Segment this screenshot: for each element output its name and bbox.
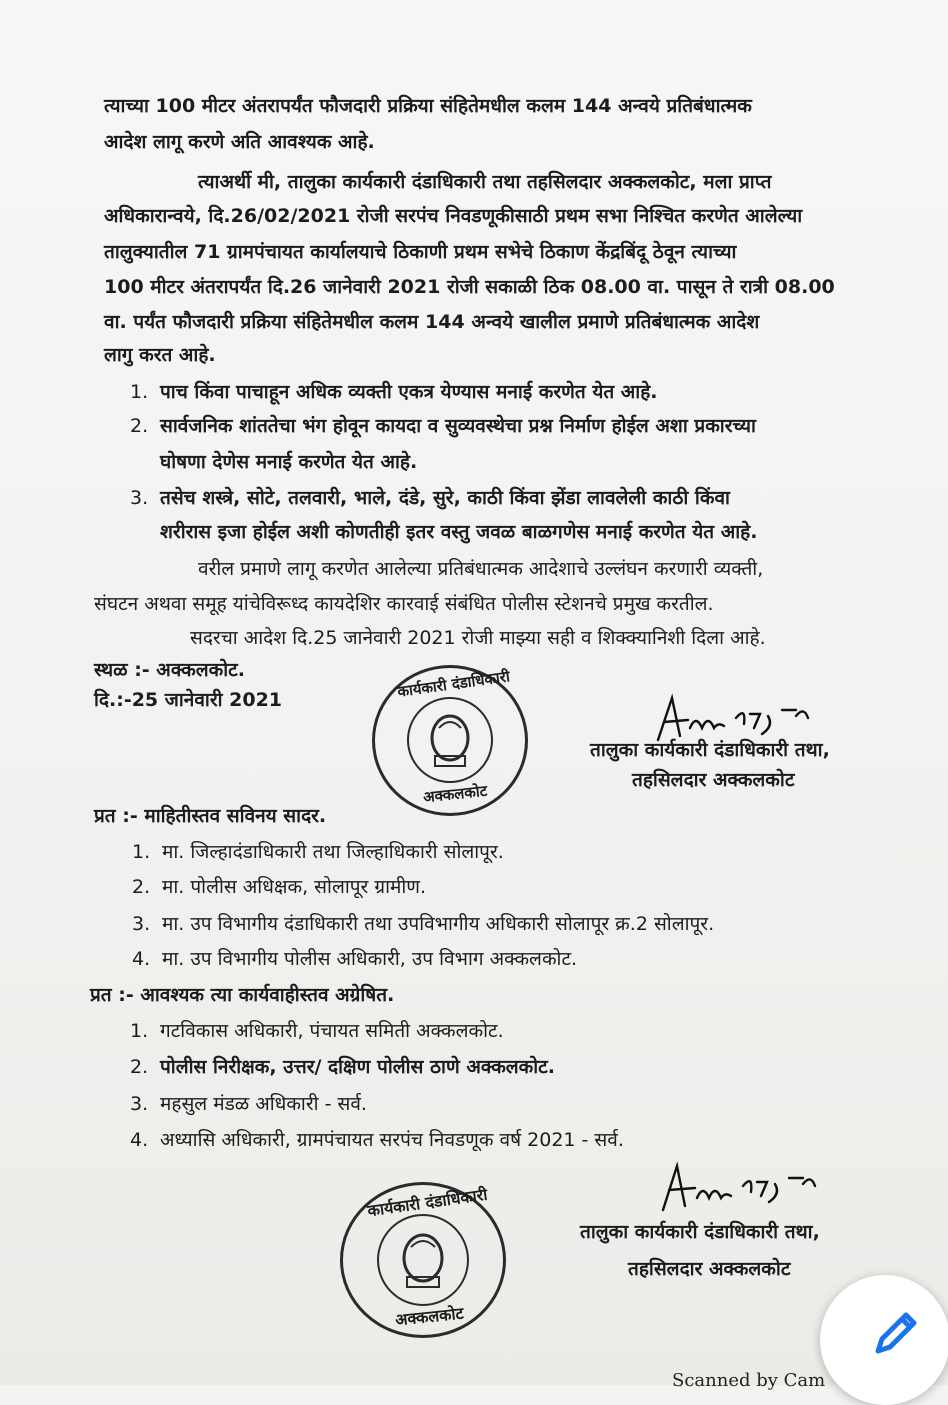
para3-line2: संघटन अथवा समूह यांचेविरूध्द कायदेशिर कारवाई संबंधित पोलीस स्टेशनचे प्रमुख करतील. bbox=[94, 593, 714, 615]
seal-1-bottom-text: अक्कलकोट bbox=[422, 781, 489, 807]
para2-line1: त्याअर्थी मी, तालुका कार्यकारी दंडाधिकारी तथा तहसिलदार अक्कलकोट, मला प्राप्त bbox=[198, 171, 772, 193]
pencil-icon bbox=[868, 1305, 924, 1361]
copy1-item-4-text: मा. उप विभागीय पोलीस अधिकारी, उप विभाग अक्कलकोट. bbox=[162, 948, 578, 970]
seal-1-top-text: कार्यकारी दंडाधिकारी bbox=[396, 667, 511, 701]
copy1-item-2-number: 2. bbox=[132, 876, 151, 898]
copy1-item-3-text: मा. उप विभागीय दंडाधिकारी तथा उपविभागीय अधिकारी सोलापूर क्र.2 सोलापूर. bbox=[162, 913, 715, 935]
copy2-item-3-number: 3. bbox=[130, 1093, 149, 1115]
para2-line6: लागु करत आहे. bbox=[104, 344, 216, 366]
copy1-heading: प्रत :- माहितीस्तव सविनय सादर. bbox=[94, 805, 327, 827]
copy2-item-4-text: अध्यासि अधिकारी, ग्रामपंचायत सरपंच निवडणूक वर्ष 2021 - सर्व. bbox=[160, 1129, 624, 1151]
para2-line3: तालुक्यातील 71 ग्रामपंचायत कार्यालयाचे ठिकाणी प्रथम सभेचे ठिकाण केंद्रबिंदू ठेवून त्याच्या bbox=[104, 241, 737, 263]
signature-2-icon bbox=[655, 1156, 845, 1218]
copy2-item-1-text: गटविकास अधिकारी, पंचायत समिती अक्कलकोट. bbox=[160, 1020, 504, 1042]
signatory-2-line1: तालुका कार्यकारी दंडाधिकारी तथा, bbox=[580, 1221, 820, 1243]
rule-2-text-cont: घोषणा देणेस मनाई करणेत येत आहे. bbox=[160, 451, 418, 473]
seal-2-bottom-text: अक्कलकोट bbox=[394, 1303, 465, 1330]
official-seal-1 bbox=[372, 665, 528, 816]
rule-1-number: 1. bbox=[130, 381, 149, 403]
signatory-1-line1: तालुका कार्यकारी दंडाधिकारी तथा, bbox=[590, 739, 830, 761]
para1-line2: आदेश लागू करणे अति आवश्यक आहे. bbox=[104, 131, 375, 153]
copy2-item-2-number: 2. bbox=[130, 1056, 149, 1078]
scanner-watermark: Scanned by Cam bbox=[672, 1370, 826, 1391]
para1-line1: त्याच्या 100 मीटर अंतरापर्यंत फौजदारी प्रक्रिया संहितेमधील कलम 144 अन्वये प्रतिबंधात्मक bbox=[104, 95, 752, 117]
rule-3-text: तसेच शस्त्रे, सोटे, तलवारी, भाले, दंडे, सुरे, काठी किंवा झेंडा लावलेली काठी किंवा bbox=[160, 487, 730, 509]
copy2-item-1-number: 1. bbox=[130, 1020, 149, 1042]
copy2-item-3-text: महसुल मंडळ अधिकारी - सर्व. bbox=[160, 1093, 367, 1115]
para2-line2: अधिकारान्वये, दि.26/02/2021 रोजी सरपंच निवडणूकीसाठी प्रथम सभा निश्चित करणेत आलेल्या bbox=[104, 205, 803, 227]
para2-line5: वा. पर्यंत फौजदारी प्रक्रिया संहितेमधील कलम 144 अन्वये खालील प्रमाणे प्रतिबंधात्मक आदेश bbox=[104, 311, 760, 333]
place-line: स्थळ :- अक्कलकोट. bbox=[94, 659, 245, 681]
signatory-2-line2: तहसिलदार अक्कलकोट bbox=[628, 1258, 791, 1280]
copy1-item-2-text: मा. पोलीस अधिक्षक, सोलापूर ग्रामीण. bbox=[162, 876, 427, 898]
official-seal-2 bbox=[340, 1182, 506, 1338]
date-line: दि.:-25 जानेवारी 2021 bbox=[94, 689, 283, 711]
copy1-item-3-number: 3. bbox=[132, 913, 151, 935]
para3-line1: वरील प्रमाणे लागू करणेत आलेल्या प्रतिबंधात्मक आदेशाचे उल्लंघन करणारी व्यक्ती, bbox=[198, 558, 764, 580]
signatory-1-line2: तहसिलदार अक्कलकोट bbox=[632, 769, 795, 791]
copy2-heading: प्रत :- आवश्यक त्या कार्यवाहीस्तव अग्रेषित. bbox=[90, 984, 395, 1006]
rule-2-text: सार्वजनिक शांततेचा भंग होवून कायदा व सुव्यवस्थेचा प्रश्न निर्माण होईल अशा प्रकारच्या bbox=[160, 415, 756, 437]
copy1-item-1-text: मा. जिल्हादंडाधिकारी तथा जिल्हाधिकारी सोलापूर. bbox=[162, 841, 504, 863]
copy1-item-4-number: 4. bbox=[132, 948, 151, 970]
para2-line4: 100 मीटर अंतरापर्यंत दि.26 जानेवारी 2021 रोजी सकाळी ठिक 08.00 वा. पासून ते रात्री 08.00 bbox=[104, 276, 835, 298]
para4: सदरचा आदेश दि.25 जानेवारी 2021 रोजी माझ्या सही व शिक्क्यानिशी दिला आहे. bbox=[190, 627, 766, 649]
copy2-item-2-text: पोलीस निरीक्षक, उत्तर/ दक्षिण पोलीस ठाणे अक्कलकोट. bbox=[160, 1056, 555, 1078]
rule-3-number: 3. bbox=[130, 487, 149, 509]
copy2-item-4-number: 4. bbox=[130, 1129, 149, 1151]
copy1-item-1-number: 1. bbox=[132, 841, 151, 863]
edit-fab-button[interactable] bbox=[820, 1275, 948, 1405]
rule-2-number: 2. bbox=[130, 415, 149, 437]
seal-2-top-text: कार्यकारी दंडाधिकारी bbox=[366, 1184, 489, 1221]
rule-3-text-cont: शरीरास इजा होईल अशी कोणतीही इतर वस्तु जवळ बाळगणेस मनाई करणेत येत आहे. bbox=[160, 521, 758, 543]
rule-1-text: पाच किंवा पाचाहून अधिक व्यक्ती एकत्र येण्यास मनाई करणेत येत आहे. bbox=[160, 381, 658, 403]
